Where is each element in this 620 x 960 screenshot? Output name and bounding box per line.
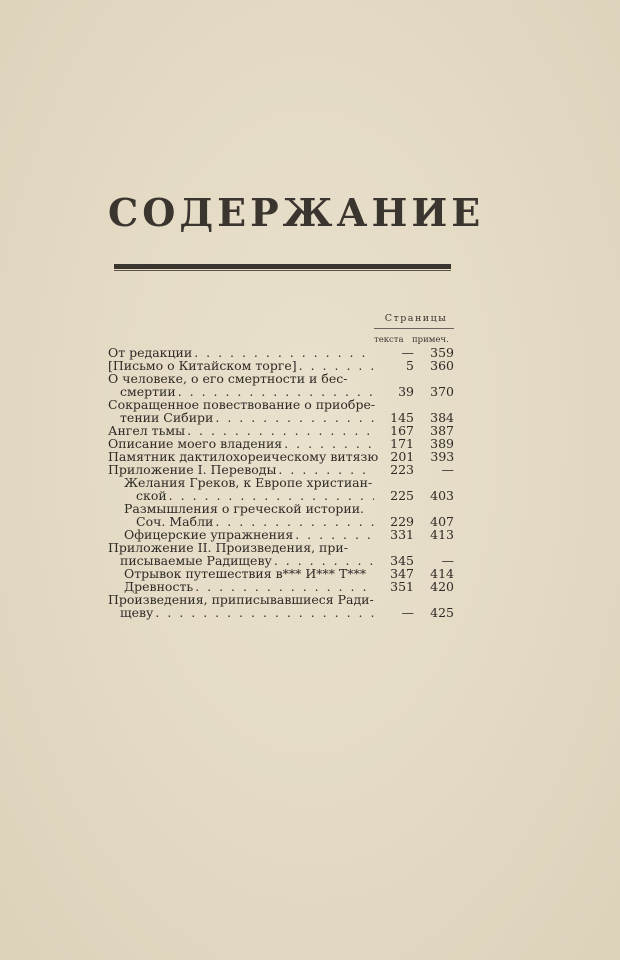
pages-header: Страницы bbox=[384, 313, 448, 324]
text-page: 229 bbox=[390, 514, 414, 529]
text-page: 171 bbox=[390, 436, 414, 451]
text-page: — bbox=[401, 345, 414, 360]
entry-title: Приложение I. Переводы bbox=[108, 462, 277, 477]
entry-title-line-2: писываемые Радищеву bbox=[120, 553, 272, 568]
text-page: 347 bbox=[390, 566, 414, 581]
page-title: СОДЕРЖАНИЕ bbox=[108, 190, 485, 235]
entry-title: [Письмо о Китайском торге] bbox=[108, 358, 297, 373]
entry-title-line-1: О человеке, о его смертности и бес- bbox=[108, 371, 348, 386]
title-rule bbox=[114, 264, 451, 269]
entry-title-line-1: Произведения, приписывавшиеся Ради- bbox=[108, 592, 374, 607]
text-page: 345 bbox=[390, 553, 414, 568]
entry-title: Офицерские упражнения bbox=[124, 527, 294, 542]
toc-entry bbox=[108, 398, 454, 424]
notes-column-label: примеч. bbox=[412, 335, 449, 345]
entry-title: Древность bbox=[124, 579, 194, 594]
toc-entry bbox=[108, 541, 454, 567]
entry-title-line-2: щеву bbox=[120, 605, 154, 620]
title-rule-thin bbox=[114, 270, 451, 271]
text-page: 223 bbox=[390, 462, 414, 477]
note-page: — bbox=[441, 462, 454, 477]
note-page: 393 bbox=[430, 449, 455, 464]
note-page: 387 bbox=[430, 423, 454, 438]
text-page: 167 bbox=[390, 423, 414, 438]
note-page: 413 bbox=[430, 527, 454, 542]
toc-entry bbox=[108, 476, 454, 502]
table-of-contents bbox=[108, 346, 454, 619]
entry-title-line-1: Приложение II. Произведения, при- bbox=[108, 540, 348, 555]
entry-title-line-2: смертии bbox=[120, 384, 176, 399]
toc-entry bbox=[108, 502, 454, 528]
note-page: 370 bbox=[430, 384, 454, 399]
pages-header-rule bbox=[374, 328, 454, 329]
entry-title-line-1: Сокращенное повествование о приобре- bbox=[108, 397, 376, 412]
note-page: 407 bbox=[430, 514, 454, 529]
entry-title-line-1: Желания Греков, к Европе христиан- bbox=[124, 475, 373, 490]
dot-leader bbox=[155, 606, 374, 619]
entry-title: Памятник дактилохореическому витязю bbox=[108, 449, 379, 464]
text-page: 351 bbox=[390, 579, 414, 594]
note-page: 384 bbox=[430, 410, 454, 425]
entry-title: Описание моего владения bbox=[108, 436, 283, 451]
text-page: 201 bbox=[390, 449, 415, 464]
entry-title: От редакции bbox=[108, 345, 193, 360]
toc-entry bbox=[108, 593, 454, 619]
text-page: 145 bbox=[390, 410, 414, 425]
entry-title: Ангел тьмы bbox=[108, 423, 186, 438]
text-page: 225 bbox=[390, 488, 414, 503]
text-page: 5 bbox=[406, 358, 414, 373]
entry-title-line-2: тении Сибири bbox=[120, 410, 214, 425]
entry-title-line-2: Соч. Мабли bbox=[136, 514, 214, 529]
note-page: 403 bbox=[430, 488, 454, 503]
note-page: 420 bbox=[430, 579, 454, 594]
entry-title: Отрывок путешествия в*** И*** Т*** bbox=[124, 566, 367, 581]
note-page: — bbox=[441, 553, 454, 568]
text-page: — bbox=[401, 605, 414, 620]
dot-leader bbox=[215, 411, 374, 424]
note-page: 414 bbox=[430, 566, 454, 581]
note-page: 360 bbox=[430, 358, 454, 373]
note-page: 389 bbox=[430, 436, 454, 451]
text-page: 331 bbox=[390, 527, 414, 542]
text-column-label: текста bbox=[374, 335, 404, 345]
entry-title-line-1: Размышления о греческой истории. bbox=[124, 501, 364, 516]
note-page: 425 bbox=[430, 605, 454, 620]
toc-entry bbox=[108, 372, 454, 398]
note-page: 359 bbox=[430, 345, 454, 360]
entry-title-line-2: ской bbox=[136, 488, 167, 503]
text-page: 39 bbox=[398, 384, 414, 399]
